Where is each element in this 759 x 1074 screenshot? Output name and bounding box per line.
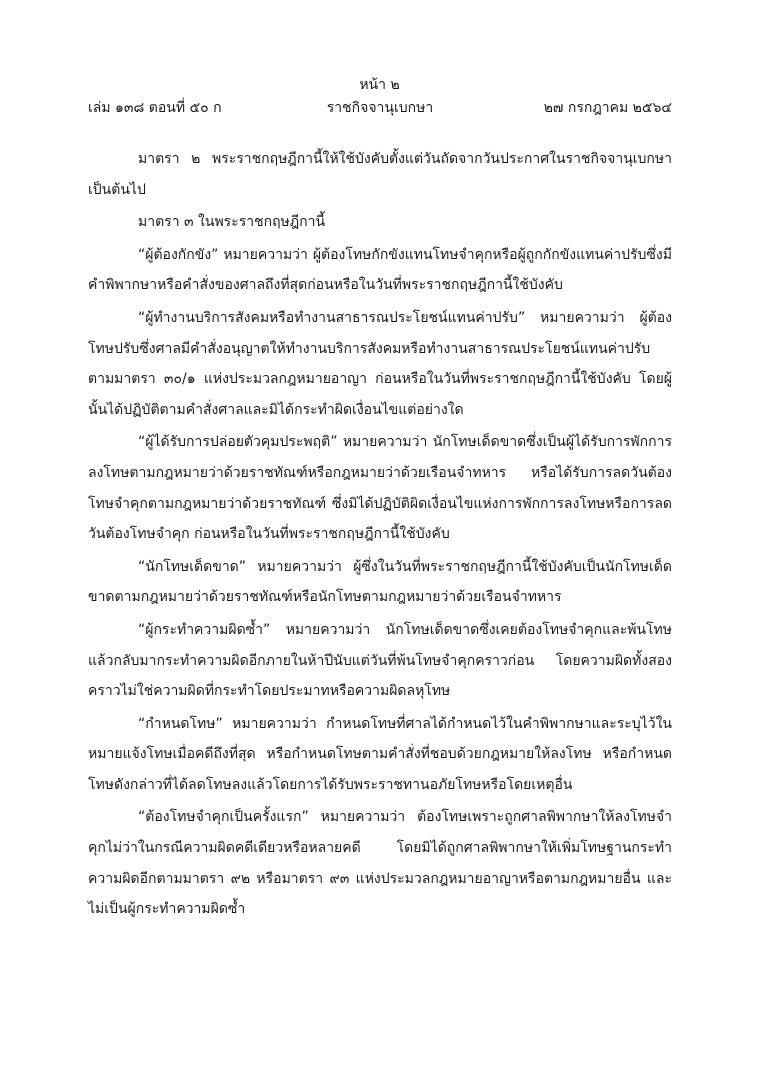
definition-detainee: “ผู้ต้องกักขัง” หมายความว่า ผู้ต้องโทษกักขังแทนโทษจำคุกหรือผู้ถูกกักขังแทนค่าปรับซึ่งมีคำพิพากษาหรือคำสั่งของศาลถึงที่สุดก่อนหรือในวันที่พระราชกฤษฎีกานี้ใช้บังคับ xyxy=(88,246,672,294)
gazette-name: ราชกิจจานุเบกษา xyxy=(326,100,434,116)
volume-issue: เล่ม ๑๓๘ ตอนที่ ๕๐ ก xyxy=(88,100,222,116)
definition-parolee: “ผู้ได้รับการปล่อยตัวคุมประพฤติ” หมายความว่า นักโทษเด็ดขาดซึ่งเป็นผู้ได้รับการพักการลงโทษตามกฎหมายว่าด้วยราชทัณฑ์หรือกฎหมายว่าด้วยเรือนจำทหาร หรือได้รับการลดวันต้องโทษจำคุกตามกฎหมายว่าด้วยราชทัณฑ์ ซึ่งมิได้ปฏิบัติผิดเงื่อนไขแห่งการพักการลงโทษหรือการลดวันต้องโทษจำคุก ก่อนหรือในวันที่พระราชกฤษฎีกานี้ใช้บังคับ xyxy=(88,434,672,543)
definition-sentence: “กำหนดโทษ” หมายความว่า กำหนดโทษที่ศาลได้กำหนดไว้ในคำพิพากษาและระบุไว้ในหมายแจ้งโทษเมื่อคดีถึงที่สุด หรือกำหนดโทษตามคำสั่งที่ชอบด้วยกฎหมายให้ลงโทษ หรือกำหนดโทษดังกล่าวที่ได้ลดโทษลงแล้วโดยการได้รับพระราชทานอภัยโทษหรือโดยเหตุอื่น xyxy=(88,715,672,793)
definition-repeat-offender: “ผู้กระทำความผิดซ้ำ” หมายความว่า นักโทษเด็ดขาดซึ่งเคยต้องโทษจำคุกและพ้นโทษแล้วกลับมากระทำความผิดอีกภายในห้าปีนับแต่วันที่พ้นโทษจำคุกคราวก่อน โดยความผิดทั้งสองคราวไม่ใช่ความผิดที่กระทำโดยประมาทหรือความผิดลหุโทษ xyxy=(88,621,672,700)
definition-first-imprisonment: “ต้องโทษจำคุกเป็นครั้งแรก” หมายความว่า ต้องโทษเพราะถูกศาลพิพากษาให้ลงโทษจำคุกไม่ว่าในกรณีความผิดคดีเดียวหรือหลายคดี โดยมิได้ถูกศาลพิพากษาให้เพิ่มโทษฐานกระทำความผิดอีกตามมาตรา ๙๒ หรือมาตรา ๙๓ แห่งประมวลกฎหมายอาญาหรือตามกฎหมายอื่น และไม่เป็นผู้กระทำความผิดซ้ำ xyxy=(88,809,672,918)
document-body xyxy=(88,144,672,927)
section-3: มาตรา ๓ ในพระราชกฤษฎีกานี้ xyxy=(138,214,326,231)
definition-community-service: “ผู้ทำงานบริการสังคมหรือทำงานสาธารณประโยชน์แทนค่าปรับ” หมายความว่า ผู้ต้องโทษปรับซึ่งศาลมีคำสั่งอนุญาตให้ทำงานบริการสังคมหรือทำงานสาธารณประโยชน์แทนค่าปรับตามมาตรา ๓๐/๑ แห่งประมวลกฎหมายอาญา ก่อนหรือในวันที่พระราชกฤษฎีกานี้ใช้บังคับ โดยผู้นั้นได้ปฏิบัติตามคำสั่งศาลและมิได้กระทำผิดเงื่อนไขแต่อย่างใด xyxy=(88,309,672,418)
publication-date: ๒๗ กรกฎาคม ๒๕๖๔ xyxy=(543,100,672,116)
definition-prisoner: “นักโทษเด็ดขาด” หมายความว่า ผู้ซึ่งในวันที่พระราชกฤษฎีกานี้ใช้บังคับเป็นนักโทษเด็ดขาดตามกฎหมายว่าด้วยราชทัณฑ์หรือนักโทษตามกฎหมายว่าด้วยเรือนจำทหาร xyxy=(88,558,672,606)
page-number: หน้า ๒ xyxy=(359,77,400,93)
running-header xyxy=(88,98,672,118)
section-2: มาตรา ๒ พระราชกฤษฎีกานี้ให้ใช้บังคับตั้งแต่วันถัดจากวันประกาศในราชกิจจานุเบกษาเป็นต้นไป xyxy=(88,151,672,198)
